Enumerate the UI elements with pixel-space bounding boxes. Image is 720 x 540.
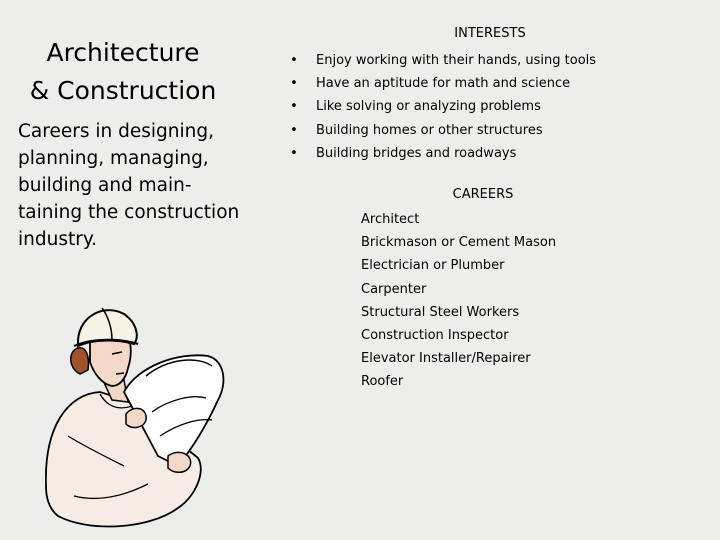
bullet-icon: •: [290, 76, 298, 92]
career-item: Roofer: [361, 374, 404, 390]
career-item: Brickmason or Cement Mason: [361, 235, 557, 251]
slide-title: [14, 34, 232, 110]
interest-text: Building homes or other structures: [316, 122, 543, 138]
career-item: Architect: [361, 212, 420, 227]
description-line: taining the construction: [18, 202, 240, 223]
interest-text: Enjoy working with their hands, using tools: [316, 53, 597, 68]
bullet-icon: •: [290, 145, 298, 161]
interest-text: Building bridges and roadways: [316, 145, 517, 161]
title-line-2: & Construction: [29, 76, 217, 105]
description: [18, 118, 266, 253]
career-item: Construction Inspector: [361, 327, 509, 343]
bullet-icon: •: [290, 53, 298, 68]
career-item: Structural Steel Workers: [361, 304, 520, 320]
interest-item: [289, 95, 596, 118]
hand-shape: [168, 452, 191, 472]
careers-heading: CAREERS: [452, 187, 514, 202]
bullet-icon: •: [290, 122, 298, 138]
careers-list: [361, 208, 556, 394]
interest-item: [289, 119, 596, 142]
interest-item: [289, 49, 596, 72]
career-item: Carpenter: [361, 281, 427, 297]
description-line: building and main-: [18, 175, 192, 196]
hair-shape: [71, 348, 89, 374]
description-line: industry.: [18, 229, 98, 250]
bullet-icon: •: [290, 99, 298, 115]
hand-shape: [126, 408, 146, 427]
interest-text: Like solving or analyzing problems: [316, 99, 541, 115]
description-line: Careers in designing,: [18, 121, 214, 142]
interest-item: [289, 142, 596, 165]
interests-list: [289, 49, 596, 165]
career-item: Elevator Installer/Repairer: [361, 351, 531, 367]
interest-text: Have an aptitude for math and science: [316, 76, 571, 92]
interest-item: [289, 72, 596, 95]
title-line-1: Architecture: [46, 38, 200, 67]
mouth-line: [116, 373, 124, 374]
interests-heading: INTERESTS: [454, 26, 526, 41]
description-line: planning, managing,: [18, 148, 209, 169]
career-item: Electrician or Plumber: [361, 258, 505, 274]
construction-worker-clipart: [28, 296, 248, 536]
